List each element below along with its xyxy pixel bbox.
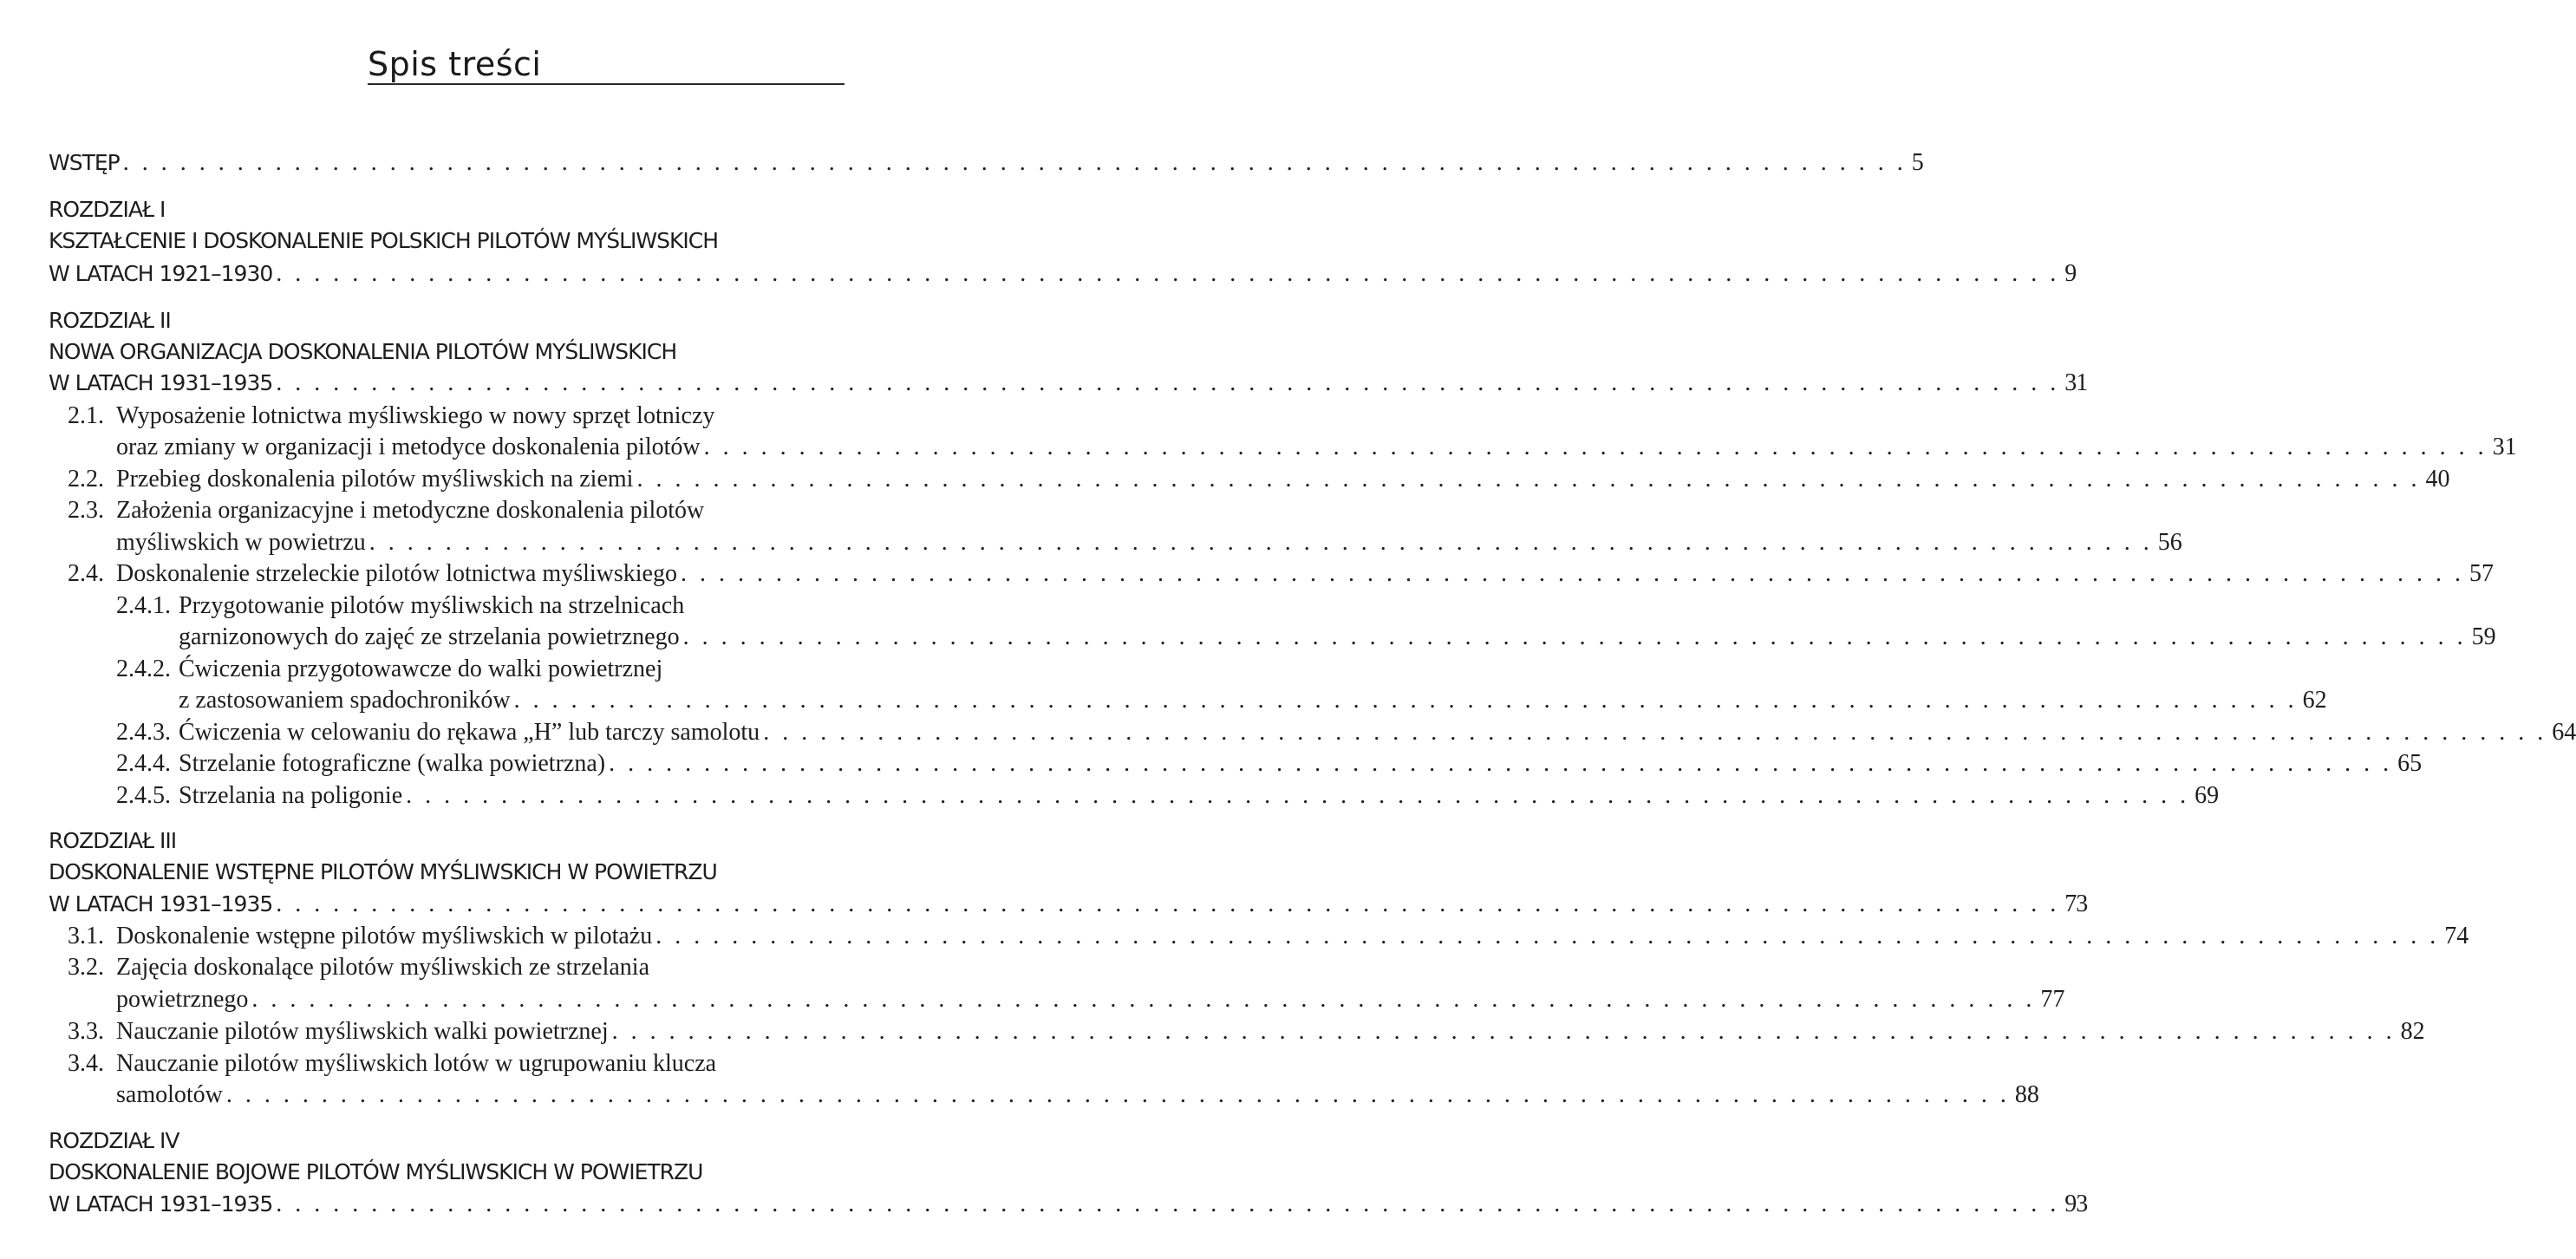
page-number: 77 [2040,986,2065,1013]
section-title: Doskonalenie strzeleckie pilotów lotnictwa myśliwskiego [116,560,677,587]
section-title: powietrznego [116,986,249,1013]
section-entry-2-2[interactable] [68,464,2450,495]
section-title: oraz zmiany w organizacji i metodyce doskonalenia pilotów [116,434,701,460]
toc-entry-chapter-4[interactable] [49,1189,2088,1220]
page-number: 40 [2425,466,2450,493]
section-number: 3.1. [68,923,104,949]
chapter-title: DOSKONALENIE WSTĘPNE PILOTÓW MYŚLIWSKICH W POWIETRZU [49,859,717,884]
chapter-title: NOWA ORGANIZACJA DOSKONALENIA PILOTÓW MYŚLIWSKICH [49,339,677,364]
section-title: Strzelania na poligonie [179,782,403,809]
section-number: 2.2. [68,466,104,493]
dot-leader: . . . . . . . . . . . . . . . . . . . . . . . . . . . . . . . . . . . . . . . . . . . . . . . . . . . . . . . . . . . . . . . . . . . . . . . . . . . . . . . . . . . . . . . . . . . . . . [251,986,2036,1013]
page-number: 59 [2471,623,2496,650]
page-number: 56 [2157,529,2182,556]
section-entry-2-3-cont[interactable] [116,527,2182,558]
page-number: 88 [2014,1081,2039,1108]
toc-entry-title: W LATACH 1921–1930 [49,261,273,286]
chapter-label: ROZDZIAŁ III [49,828,177,853]
section-number: 2.4.1. [116,592,171,619]
page-number: 82 [2400,1018,2425,1045]
dot-leader: . . . . . . . . . . . . . . . . . . . . . . . . . . . . . . . . . . . . . . . . . . . . . . . . . . . . . . . . . . . . . . . . . . . . . . . . . . . . . . . . . . . . . . . . . . . . . . [636,466,2421,493]
dot-leader: . . . . . . . . . . . . . . . . . . . . . . . . . . . . . . . . . . . . . . . . . . . . . . . . . . . . . . . . . . . . . . . . . . . . . . . . . . . . . . . . . . . . . . . . . . . . . . [609,750,2393,777]
section-title: Założenia organizacyjne i metodyczne doskonalenia pilotów [116,497,705,524]
section-title: samolotów [116,1081,223,1108]
chapter-label: ROZDZIAŁ II [49,308,171,333]
section-entry-3-4-cont[interactable] [116,1080,2039,1111]
dot-leader: . . . . . . . . . . . . . . . . . . . . . . . . . . . . . . . . . . . . . . . . . . . . . . . . . . . . . . . . . . . . . . . . . . . . . . . . . . . . . . . . . . . . . . . . . . . . . . [513,687,2298,714]
section-title: z zastosowaniem spadochroników [179,687,511,714]
chapter-title: DOSKONALENIE BOJOWE PILOTÓW MYŚLIWSKICH W POWIETRZU [49,1159,703,1184]
section-number: 2.1. [68,402,104,429]
section-number: 2.4.4. [116,750,171,777]
subsection-entry-2-4-2-cont[interactable] [179,685,2327,716]
subsection-entry-2-4-2[interactable] [116,654,845,685]
dot-leader: . . . . . . . . . . . . . . . . . . . . . . . . . . . . . . . . . . . . . . . . . . . . . . . . . . . . . . . . . . . . . . . . . . . . . . . . . . . . . . . . . . . . . . . . . . . . . . [611,1018,2396,1045]
page-number: 5 [1911,149,1923,176]
section-title: myśliwskich w powietrzu [116,529,366,556]
page-number: 62 [2302,687,2327,714]
toc-entry-title: W LATACH 1931–1935 [49,1191,273,1217]
subsection-entry-2-4-1[interactable] [116,590,845,622]
section-number: 2.4. [68,560,104,587]
section-number: 2.3. [68,497,104,524]
section-number: 3.3. [68,1018,104,1045]
section-title: Ćwiczenia w celowaniu do rękawa „H” lub tarczy samolotu [179,719,760,746]
toc-entry-intro[interactable] [49,147,1923,179]
dot-leader: . . . . . . . . . . . . . . . . . . . . . . . . . . . . . . . . . . . . . . . . . . . . . . . . . . . . . . . . . . . . . . . . . . . . . . . . . . . . . . . . . . . . . . . . . . . . . . [122,149,1907,176]
page-number: 73 [2064,890,2088,917]
section-number: 2.4.3. [116,719,171,746]
toc-entry-chapter-3[interactable] [49,889,2088,920]
section-entry-3-2-cont[interactable] [116,984,2065,1015]
subsection-entry-2-4-4[interactable] [116,748,2423,780]
section-title: Przygotowanie pilotów myśliwskich na strzelnicach [179,592,685,619]
section-title: Wyposażenie lotnictwa myśliwskiego w nowy sprzęt lotniczy [116,402,715,429]
section-title: Przebieg doskonalenia pilotów myśliwskich na ziemi [116,466,634,493]
section-entry-3-4[interactable] [68,1048,845,1080]
section-entry-3-3[interactable] [68,1016,2425,1047]
toc-entry-title: W LATACH 1931–1935 [49,370,273,395]
section-title: Nauczanie pilotów myśliwskich lotów w ugrupowaniu klucza [116,1050,717,1077]
section-number: 2.4.5. [116,782,171,809]
page-number: 57 [2468,560,2494,587]
toc-entry-title: W LATACH 1931–1935 [49,891,273,917]
subsection-entry-2-4-3[interactable] [116,717,2576,748]
section-entry-2-3[interactable] [68,495,845,526]
toc-entry-chapter-2[interactable] [49,368,2088,399]
dot-leader: . . . . . . . . . . . . . . . . . . . . . . . . . . . . . . . . . . . . . . . . . . . . . . . . . . . . . . . . . . . . . . . . . . . . . . . . . . . . . . . . . . . . . . . . . . . . . . [225,1081,2010,1108]
section-number: 3.4. [68,1050,104,1077]
dot-leader: . . . . . . . . . . . . . . . . . . . . . . . . . . . . . . . . . . . . . . . . . . . . . . . . . . . . . . . . . . . . . . . . . . . . . . . . . . . . . . . . . . . . . . . . . . . . . . [368,529,2153,556]
section-title: Strzelanie fotograficzne (walka powietrzna) [179,750,606,777]
dot-leader: . . . . . . . . . . . . . . . . . . . . . . . . . . . . . . . . . . . . . . . . . . . . . . . . . . . . . . . . . . . . . . . . . . . . . . . . . . . . . . . . . . . . . . . . . . . . . . [406,782,2190,809]
page-title: Spis treści [368,45,542,83]
section-entry-2-1-cont[interactable] [116,432,2517,463]
section-title: Ćwiczenia przygotowawcze do walki powietrznej [179,656,663,682]
dot-leader: . . . . . . . . . . . . . . . . . . . . . . . . . . . . . . . . . . . . . . . . . . . . . . . . . . . . . . . . . . . . . . . . . . . . . . . . . . . . . . . . . . . . . . . . . . . . . . [703,434,2488,460]
dot-leader: . . . . . . . . . . . . . . . . . . . . . . . . . . . . . . . . . . . . . . . . . . . . . . . . . . . . . . . . . . . . . . . . . . . . . . . . . . . . . . . . . . . . . . . . . . . . . . [276,1191,2060,1217]
dot-leader: . . . . . . . . . . . . . . . . . . . . . . . . . . . . . . . . . . . . . . . . . . . . . . . . . . . . . . . . . . . . . . . . . . . . . . . . . . . . . . . . . . . . . . . . . . . . . . [680,560,2464,587]
chapter-label: ROZDZIAŁ I [49,197,166,222]
section-entry-2-1[interactable] [68,401,845,432]
chapter-title: KSZTAŁCENIE I DOSKONALENIE POLSKICH PILOTÓW MYŚLIWSKICH [49,228,719,253]
page-number: 9 [2064,260,2077,287]
page-number: 74 [2444,923,2469,949]
chapter-label: ROZDZIAŁ IV [49,1128,179,1153]
page-number: 69 [2194,782,2220,809]
page-number: 64 [2552,719,2576,746]
page-number: 65 [2397,750,2423,777]
dot-leader: . . . . . . . . . . . . . . . . . . . . . . . . . . . . . . . . . . . . . . . . . . . . . . . . . . . . . . . . . . . . . . . . . . . . . . . . . . . . . . . . . . . . . . . . . . . . . . [682,623,2467,650]
section-entry-3-2[interactable] [68,952,845,983]
section-title: Doskonalenie wstępne pilotów myśliwskich w pilotażu [116,923,653,949]
section-number: 2.4.2. [116,656,171,682]
dot-leader: . . . . . . . . . . . . . . . . . . . . . . . . . . . . . . . . . . . . . . . . . . . . . . . . . . . . . . . . . . . . . . . . . . . . . . . . . . . . . . . . . . . . . . . . . . . . . . [276,890,2060,917]
section-entry-2-4[interactable] [68,558,2494,590]
toc-entry-chapter-1[interactable] [49,258,2077,290]
toc-entry-title: WSTĘP [49,150,120,175]
dot-leader: . . . . . . . . . . . . . . . . . . . . . . . . . . . . . . . . . . . . . . . . . . . . . . . . . . . . . . . . . . . . . . . . . . . . . . . . . . . . . . . . . . . . . . . . . . . . . . [276,369,2060,396]
section-title: Zajęcia doskonalące pilotów myśliwskich ze strzelania [116,954,650,981]
page-number: 31 [2492,434,2517,460]
section-number: 3.2. [68,954,104,981]
section-entry-3-1[interactable] [68,921,2469,952]
dot-leader: . . . . . . . . . . . . . . . . . . . . . . . . . . . . . . . . . . . . . . . . . . . . . . . . . . . . . . . . . . . . . . . . . . . . . . . . . . . . . . . . . . . . . . . . . . . . . . [276,260,2060,287]
dot-leader: . . . . . . . . . . . . . . . . . . . . . . . . . . . . . . . . . . . . . . . . . . . . . . . . . . . . . . . . . . . . . . . . . . . . . . . . . . . . . . . . . . . . . . . . . . . . . . [763,719,2547,746]
dot-leader: . . . . . . . . . . . . . . . . . . . . . . . . . . . . . . . . . . . . . . . . . . . . . . . . . . . . . . . . . . . . . . . . . . . . . . . . . . . . . . . . . . . . . . . . . . . . . . [655,923,2440,949]
subsection-entry-2-4-1-cont[interactable] [179,622,2496,653]
section-title: garnizonowych do zajęć ze strzelania powietrznego [179,623,680,650]
page-number: 31 [2064,369,2088,396]
subsection-entry-2-4-5[interactable] [116,780,2220,812]
section-title: Nauczanie pilotów myśliwskich walki powietrznej [116,1018,609,1045]
page-number: 93 [2064,1191,2088,1217]
